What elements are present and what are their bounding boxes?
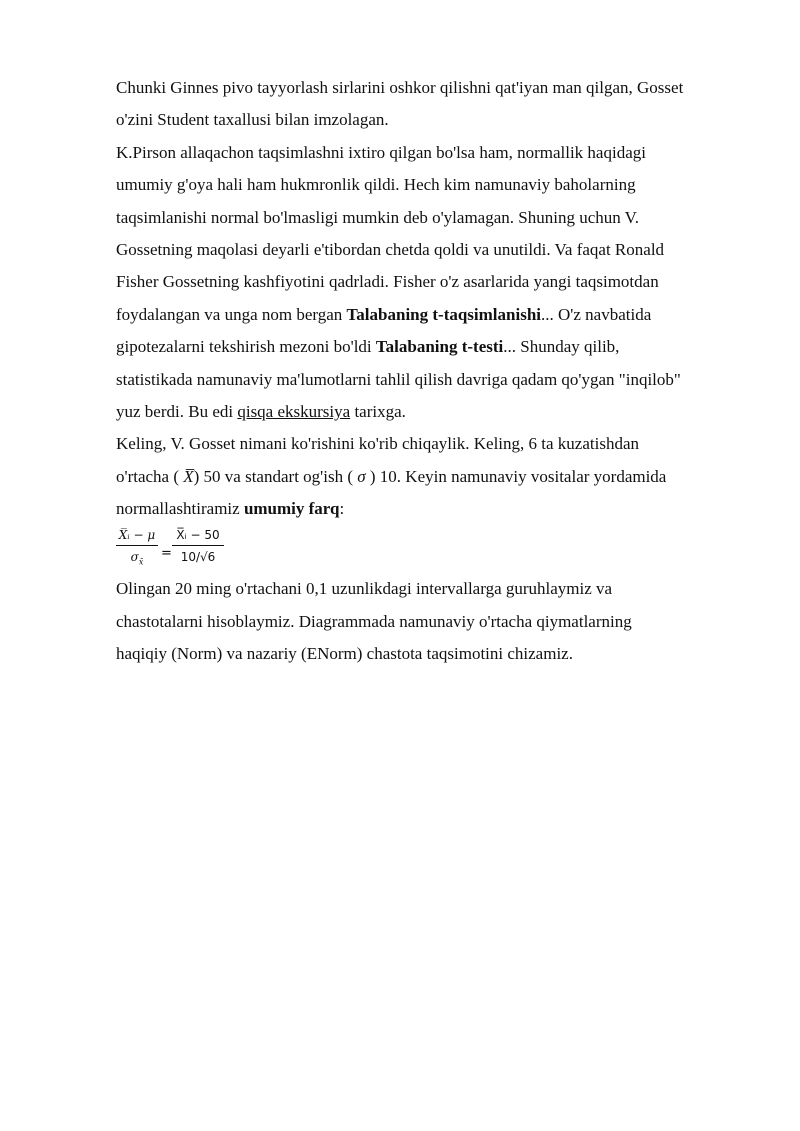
left-fraction: [116, 527, 158, 570]
text-line: [116, 396, 756, 428]
right-numerator: X̅ᵢ − 50: [172, 527, 224, 546]
text-line: umumiy g'oya hali ham hukmronlik qildi. Hech kim namunaviy baholarning: [116, 175, 636, 195]
paragraph-3: [116, 428, 756, 525]
text-line: Fisher Gossetning kashfiyotini qadrladi. Fisher o'z asarlarida yangi taqsimotdan: [116, 272, 659, 292]
equals-sign: =: [161, 546, 172, 562]
text-run: ) 50 va standart og'ish (: [193, 466, 358, 486]
text-line: K.Pirson allaqachon taqsimlashni ixtiro qilgan bo'lsa ham, normallik haqidagi: [116, 142, 646, 162]
text-run: gipotezalarni tekshirish mezoni bo'ldi: [116, 337, 376, 357]
text-line: Keling, V. Gosset nimani ko'rishini ko'rib chiqaylik. Keling, 6 ta kuzatishdan: [116, 434, 639, 454]
bold-term-t-test: Talabaning t-testi: [375, 337, 504, 357]
text-run: foydalangan va unga nom bergan: [116, 304, 347, 324]
denominator-subscript: x̄: [138, 557, 144, 567]
text-line: chastotalarni hisoblaymiz. Diagrammada namunaviy o'rtacha qiymatlarning: [116, 611, 632, 631]
sample-mean-symbol: X̅: [183, 466, 194, 486]
text-line: [116, 299, 756, 331]
text-run: ... O'z navbatida: [541, 304, 652, 324]
text-line: Chunki Ginnes pivo tayyorlash sirlarini oshkor qilishni qat'iyan man qilgan, Gosset: [116, 78, 684, 97]
text-run: ... Shunday qilib,: [503, 337, 620, 357]
text-line: Olingan 20 ming o'rtachani 0,1 uzunlikdagi intervallarga guruhlaymiz va: [116, 579, 613, 599]
paragraph-4: [116, 573, 756, 670]
text-line: [116, 461, 756, 493]
sigma-symbol: σ: [130, 550, 139, 565]
paragraph-1: [116, 72, 756, 137]
text-line: [116, 493, 756, 525]
text-run: :: [339, 499, 345, 519]
right-denominator: 10/√6: [180, 550, 216, 565]
short-excursion-link[interactable]: qisqa ekskursiya: [237, 401, 351, 421]
normalization-formula: [116, 527, 756, 573]
text-run: o'rtacha (: [116, 466, 184, 486]
left-numerator: X̅ᵢ − μ: [116, 527, 158, 546]
text-run: normallashtiramiz: [116, 499, 244, 519]
document-page: [116, 72, 756, 671]
text-run: tarixga.: [350, 401, 406, 421]
bold-term-t-distribution: Talabaning t-taqsimlanishi: [346, 304, 542, 324]
text-line: taqsimlanishi normal bo'lmasligi mumkin deb o'ylamagan. Shuning uchun V.: [116, 207, 640, 227]
text-line: o'zini Student taxallusi bilan imzolagan.: [116, 110, 389, 130]
left-denominator: [116, 546, 158, 570]
text-line: statistikada namunaviy ma'lumotlarni tahlil qilish davriga qadam qo'ygan "inqilob": [116, 369, 681, 389]
bold-term-general-difference: umumiy farq: [243, 499, 340, 519]
text-line: haqiqiy (Norm) va nazariy (ENorm) chastota taqsimotini chizamiz.: [116, 644, 573, 664]
text-line: [116, 331, 756, 363]
paragraph-2: [116, 137, 756, 429]
text-run: yuz berdi. Bu edi: [116, 401, 238, 421]
text-line: Gossetning maqolasi deyarli e'tibordan chetda qoldi va unutildi. Va faqat Ronald: [116, 239, 665, 259]
right-fraction: [172, 527, 224, 565]
text-run: ) 10. Keyin namunaviy vositalar yordamida: [365, 466, 667, 486]
sigma-symbol: σ: [357, 466, 366, 486]
